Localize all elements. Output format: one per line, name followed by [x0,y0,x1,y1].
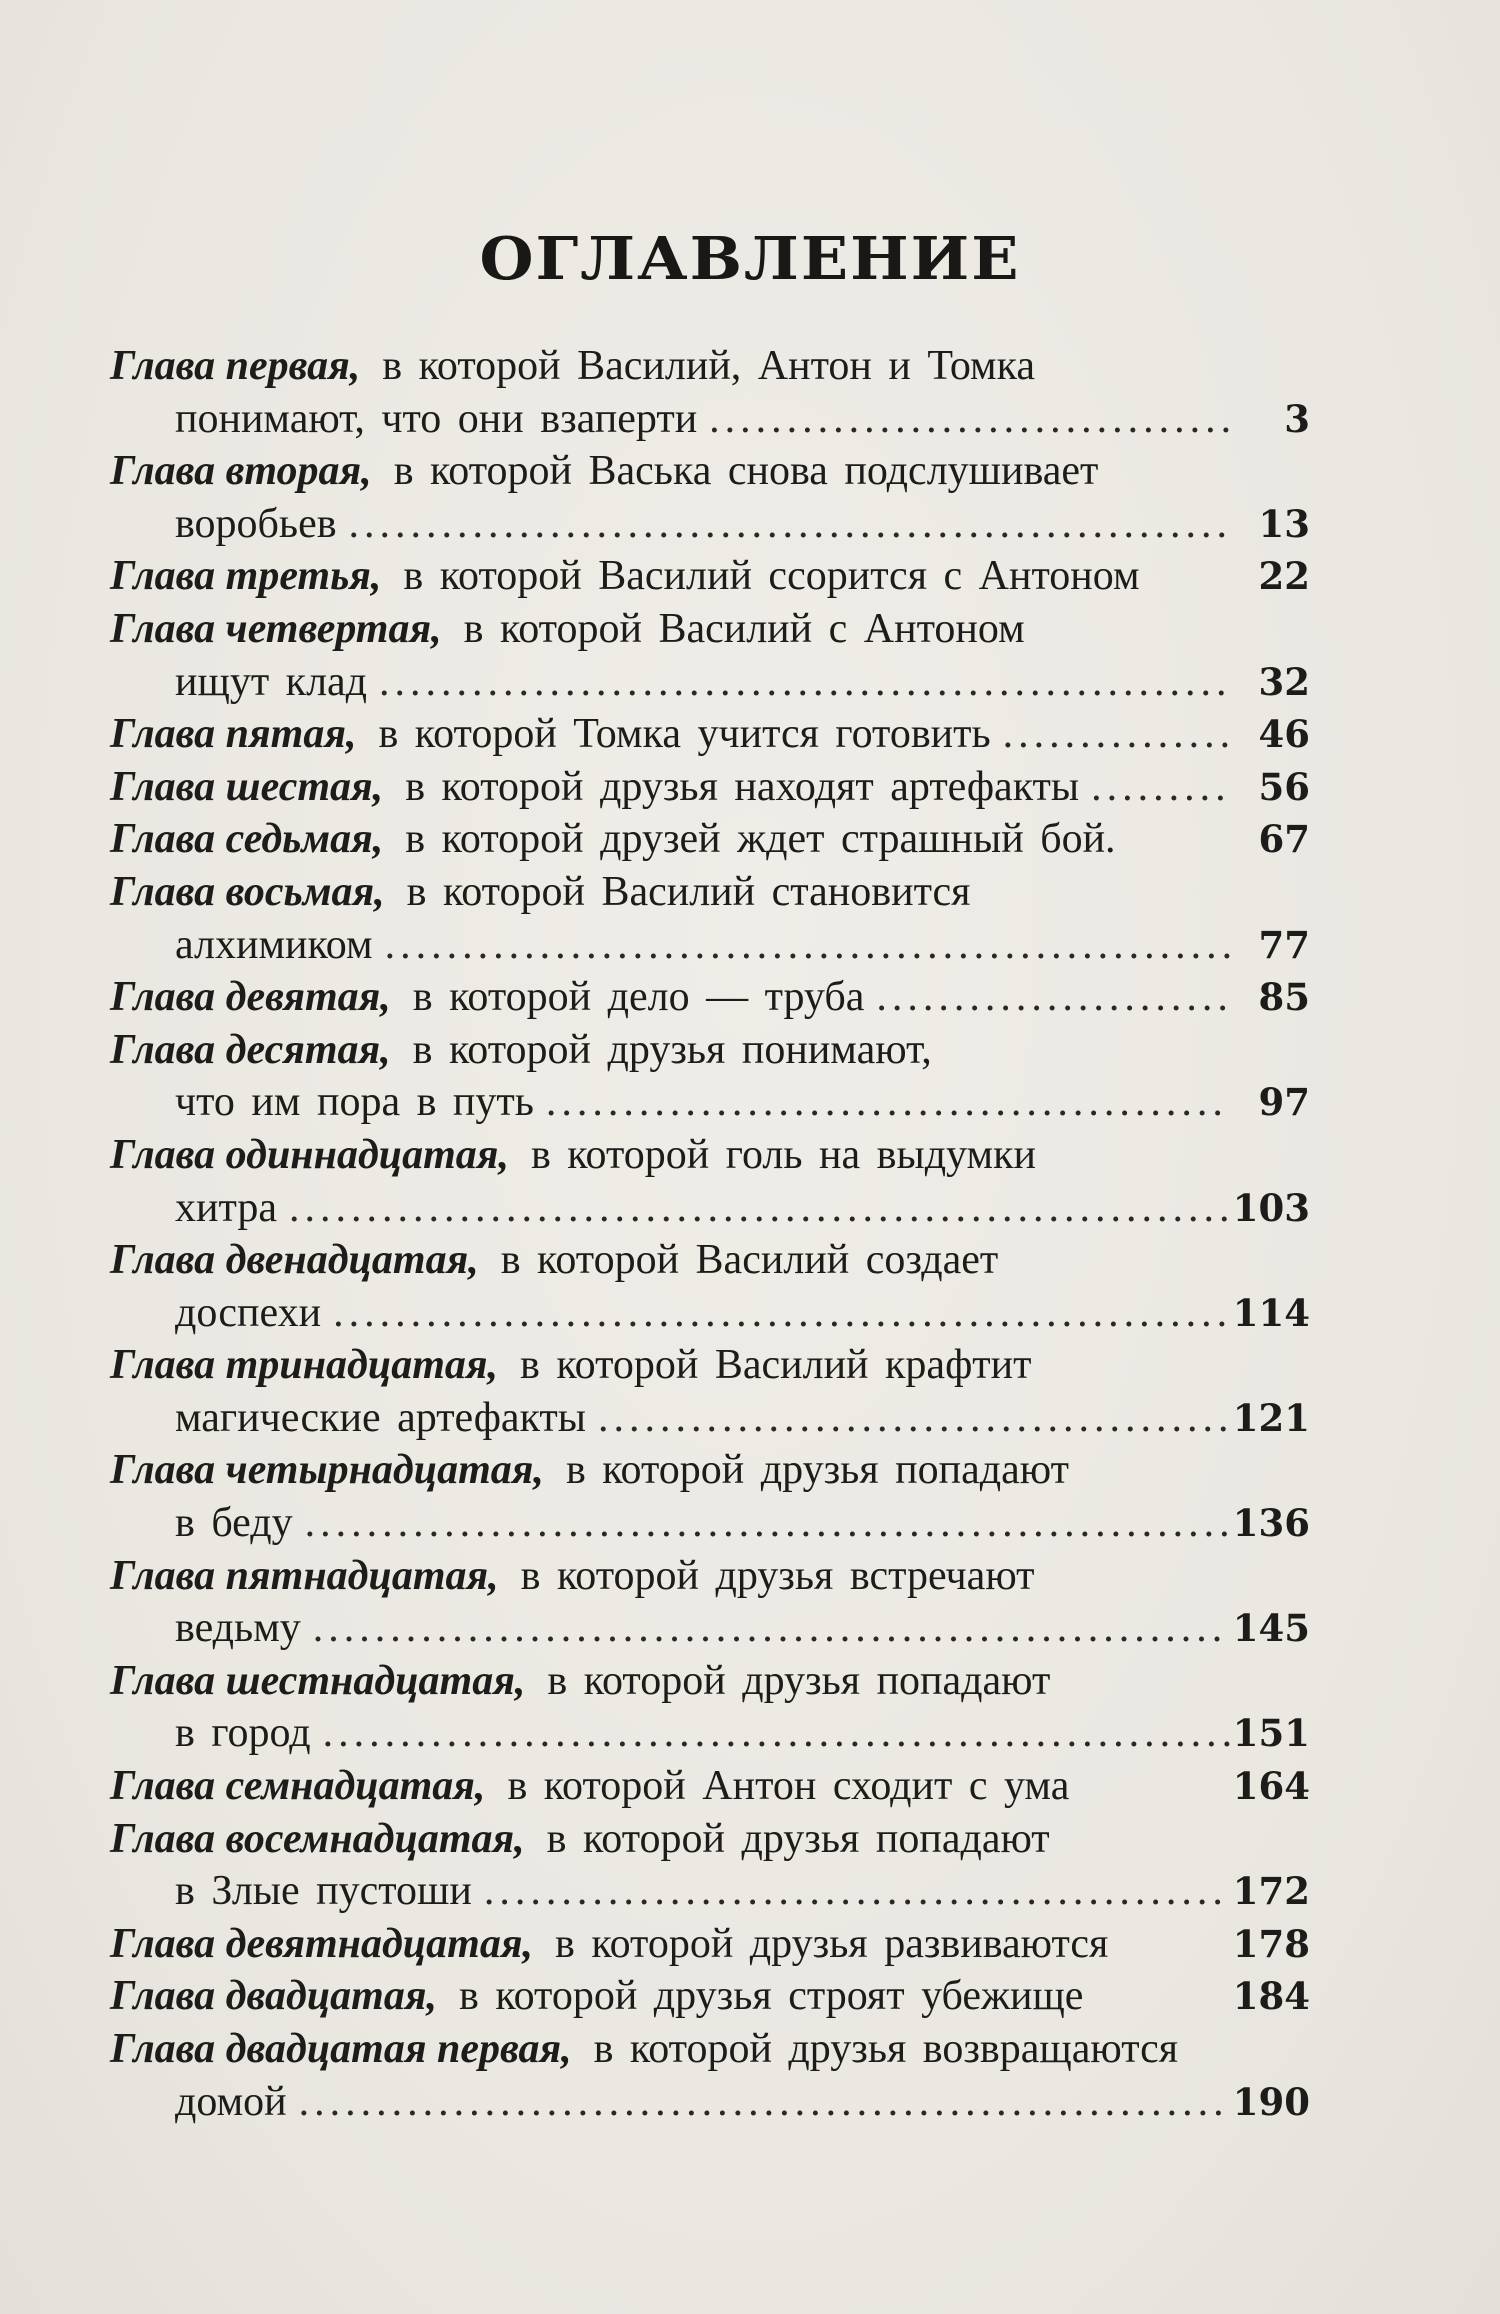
chapter-description: в которой друзья возвращаются [593,2026,1179,2072]
toc-entry-first-line [110,971,1310,1024]
toc-entry-continuation-line [110,1076,1310,1129]
dot-leader [301,1602,1230,1655]
toc-entry [110,1970,1310,2023]
chapter-title: Глава восьмая, [110,868,385,915]
dot-leader [287,2076,1230,2129]
chapter-title: Глава первая, [110,343,361,389]
chapter-description-continued: что им пора в путь [175,1079,534,1126]
toc-entry [110,340,1310,445]
chapter-description-continued: доспехи [175,1289,322,1336]
page-number: 32 [1258,659,1310,704]
chapter-description: в которой Василий, Антон и Томка [382,343,1036,389]
chapter-description-continued: домой [175,2078,287,2125]
toc-entry-first-line [110,1024,1310,1077]
page-number: 151 [1232,1711,1310,1756]
chapter-description: в которой друзья понимают, [412,1026,932,1073]
toc-entry [110,708,1310,761]
toc-entry [110,603,1310,708]
page-number: 184 [1232,1974,1310,2019]
toc-entry-first-line [110,813,1310,866]
dot-leader [697,393,1230,446]
chapter-title: Глава третья, [110,553,382,600]
page-number: 190 [1232,2079,1310,2124]
page-number: 114 [1232,1290,1310,1335]
chapter-description-continued: воробьев [175,500,337,547]
toc-entry [110,761,1310,814]
toc-entry-first-line [110,761,1310,814]
chapter-description: в которой Антон сходит с ума [507,1763,1070,1810]
toc-entry-continuation-line [110,1182,1310,1235]
chapter-title: Глава вторая, [110,448,372,495]
toc-entry [110,1339,1310,1444]
chapter-description-continued: алхимиком [175,921,373,968]
chapter-description: в которой друзья развиваются [554,1920,1109,1967]
toc-entry [110,1918,1310,1971]
toc-entry [110,1813,1310,1918]
page-number: 97 [1258,1080,1310,1125]
toc-entry-continuation-line [110,1865,1310,1918]
chapter-title: Глава пятнадцатая, [110,1552,499,1599]
dot-leader [1079,761,1230,814]
page-number: 103 [1232,1185,1310,1230]
chapter-description: в которой друзья находят артефакты [405,763,1080,810]
toc-entry-first-line [110,603,1310,656]
dot-leader [586,1392,1230,1445]
toc-entry [110,1234,1310,1339]
chapter-title: Глава двадцатая, [110,1973,437,2020]
chapter-title: Глава девятнадцатая, [110,1920,533,1967]
toc-entry [110,866,1310,971]
chapter-title: Глава одиннадцатая, [110,1131,509,1178]
page-number: 164 [1232,1764,1310,1809]
chapter-title: Глава восемнадцатая, [110,1815,525,1862]
dot-leader [277,1182,1230,1235]
toc-entry [110,2023,1310,2128]
dot-leader [373,919,1230,972]
page-number: 145 [1232,1606,1310,1651]
toc-entry-first-line [110,1655,1310,1708]
chapter-title: Глава семнадцатая, [110,1763,486,1810]
page-number: 136 [1232,1501,1310,1546]
dot-leader [991,708,1230,761]
toc-entry-first-line [110,1444,1310,1497]
chapter-description-continued: ищут клад [175,658,368,705]
chapter-title: Глава шестая, [110,763,384,810]
toc-entry-first-line [110,1234,1310,1287]
toc-entry-first-line [110,2023,1310,2076]
toc-entry [110,1024,1310,1129]
chapter-description: в которой Василий создает [500,1237,999,1284]
toc-entry-first-line [110,1918,1310,1971]
chapter-title: Глава пятая, [110,711,357,758]
dot-leader [472,1865,1230,1918]
dot-leader [367,656,1230,709]
chapter-description-continued: магические артефакты [175,1394,586,1441]
toc-entry [110,1129,1310,1234]
page-number: 22 [1258,554,1310,599]
chapter-description-continued: в Злые пустоши [175,1868,472,1915]
toc-entry [110,445,1310,550]
toc-entry-first-line [110,550,1310,603]
table-of-contents [110,340,1310,2128]
page-title: ОГЛАВЛЕНИЕ [479,223,1021,294]
toc-entry-first-line [110,1129,1310,1182]
chapter-description: в которой Васька снова подслушивает [393,448,1099,495]
chapter-title: Глава десятая, [110,1026,391,1073]
page-number: 85 [1258,975,1310,1020]
chapter-description-continued: понимают, что они взаперти [175,395,698,442]
toc-entry [110,813,1310,866]
dot-leader [311,1707,1230,1760]
chapter-description-continued: хитра [175,1184,277,1231]
toc-entry-first-line [110,445,1310,498]
chapter-description: в которой Василий становится [406,868,971,915]
dot-leader [534,1076,1230,1129]
chapter-title: Глава четвертая, [110,605,442,652]
chapter-title: Глава двенадцатая, [110,1237,479,1284]
page-number: 56 [1258,764,1310,809]
toc-entry-continuation-line [110,1602,1310,1655]
toc-entry [110,971,1310,1024]
chapter-title: Глава четырнадцатая, [110,1447,544,1494]
toc-entry-continuation-line [110,656,1310,709]
page-number: 172 [1232,1869,1310,1914]
page-number: 178 [1232,1921,1310,1966]
toc-entry-continuation-line [110,393,1310,446]
toc-entry-continuation-line [110,1497,1310,1550]
chapter-title: Глава седьмая, [110,816,384,863]
page-number: 67 [1258,817,1310,862]
chapter-title: Глава тринадцатая, [110,1342,499,1389]
toc-entry [110,1550,1310,1655]
chapter-description: в которой друзья строят убежище [458,1973,1084,2020]
toc-entry-first-line [110,1339,1310,1392]
toc-entry [110,1444,1310,1549]
toc-entry-continuation-line [110,1392,1310,1445]
page-number: 77 [1258,922,1310,967]
toc-entry-continuation-line [110,498,1310,551]
toc-entry-first-line [110,866,1310,919]
chapter-description: в которой Томка учится готовить [378,711,991,758]
chapter-description-continued: ведьму [175,1605,301,1652]
dot-leader [864,971,1230,1024]
chapter-description-continued: в город [175,1710,311,1757]
toc-entry-continuation-line [110,1707,1310,1760]
chapter-description: в которой друзья попадают [547,1657,1051,1704]
toc-entry-first-line [110,1550,1310,1603]
chapter-description-continued: в беду [175,1500,293,1547]
chapter-description: в которой друзей ждет страшный бой. [405,816,1116,863]
chapter-description: в которой дело — труба [412,974,865,1021]
page-number: 121 [1232,1395,1310,1440]
toc-entry-continuation-line [110,2076,1310,2129]
chapter-description: в которой Василий ссорится с Антоном [403,553,1140,600]
toc-entry-first-line [110,1813,1310,1866]
toc-entry-first-line [110,708,1310,761]
chapter-title: Глава двадцатая первая, [110,2026,572,2072]
toc-entry-continuation-line [110,1287,1310,1340]
page-number: 46 [1258,712,1310,757]
toc-entry-first-line [110,340,1310,393]
toc-entry [110,1655,1310,1760]
toc-entry-first-line [110,1760,1310,1813]
dot-leader [337,498,1230,551]
chapter-description: в которой Василий крафтит [520,1342,1032,1389]
chapter-title: Глава девятая, [110,974,391,1021]
chapter-description: в которой друзья встречают [520,1552,1035,1599]
toc-entry-first-line [110,1970,1310,2023]
toc-entry-continuation-line [110,919,1310,972]
chapter-description: в которой голь на выдумки [530,1131,1036,1178]
dot-leader [293,1497,1230,1550]
toc-entry [110,1760,1310,1813]
page-number: 13 [1258,501,1310,546]
chapter-description: в которой Василий с Антоном [463,605,1025,652]
dot-leader [321,1287,1230,1340]
chapter-title: Глава шестнадцатая, [110,1657,526,1704]
chapter-description: в которой друзья попадают [565,1447,1069,1494]
toc-entry [110,550,1310,603]
page-number: 3 [1284,396,1310,441]
chapter-description: в которой друзья попадают [546,1815,1050,1862]
